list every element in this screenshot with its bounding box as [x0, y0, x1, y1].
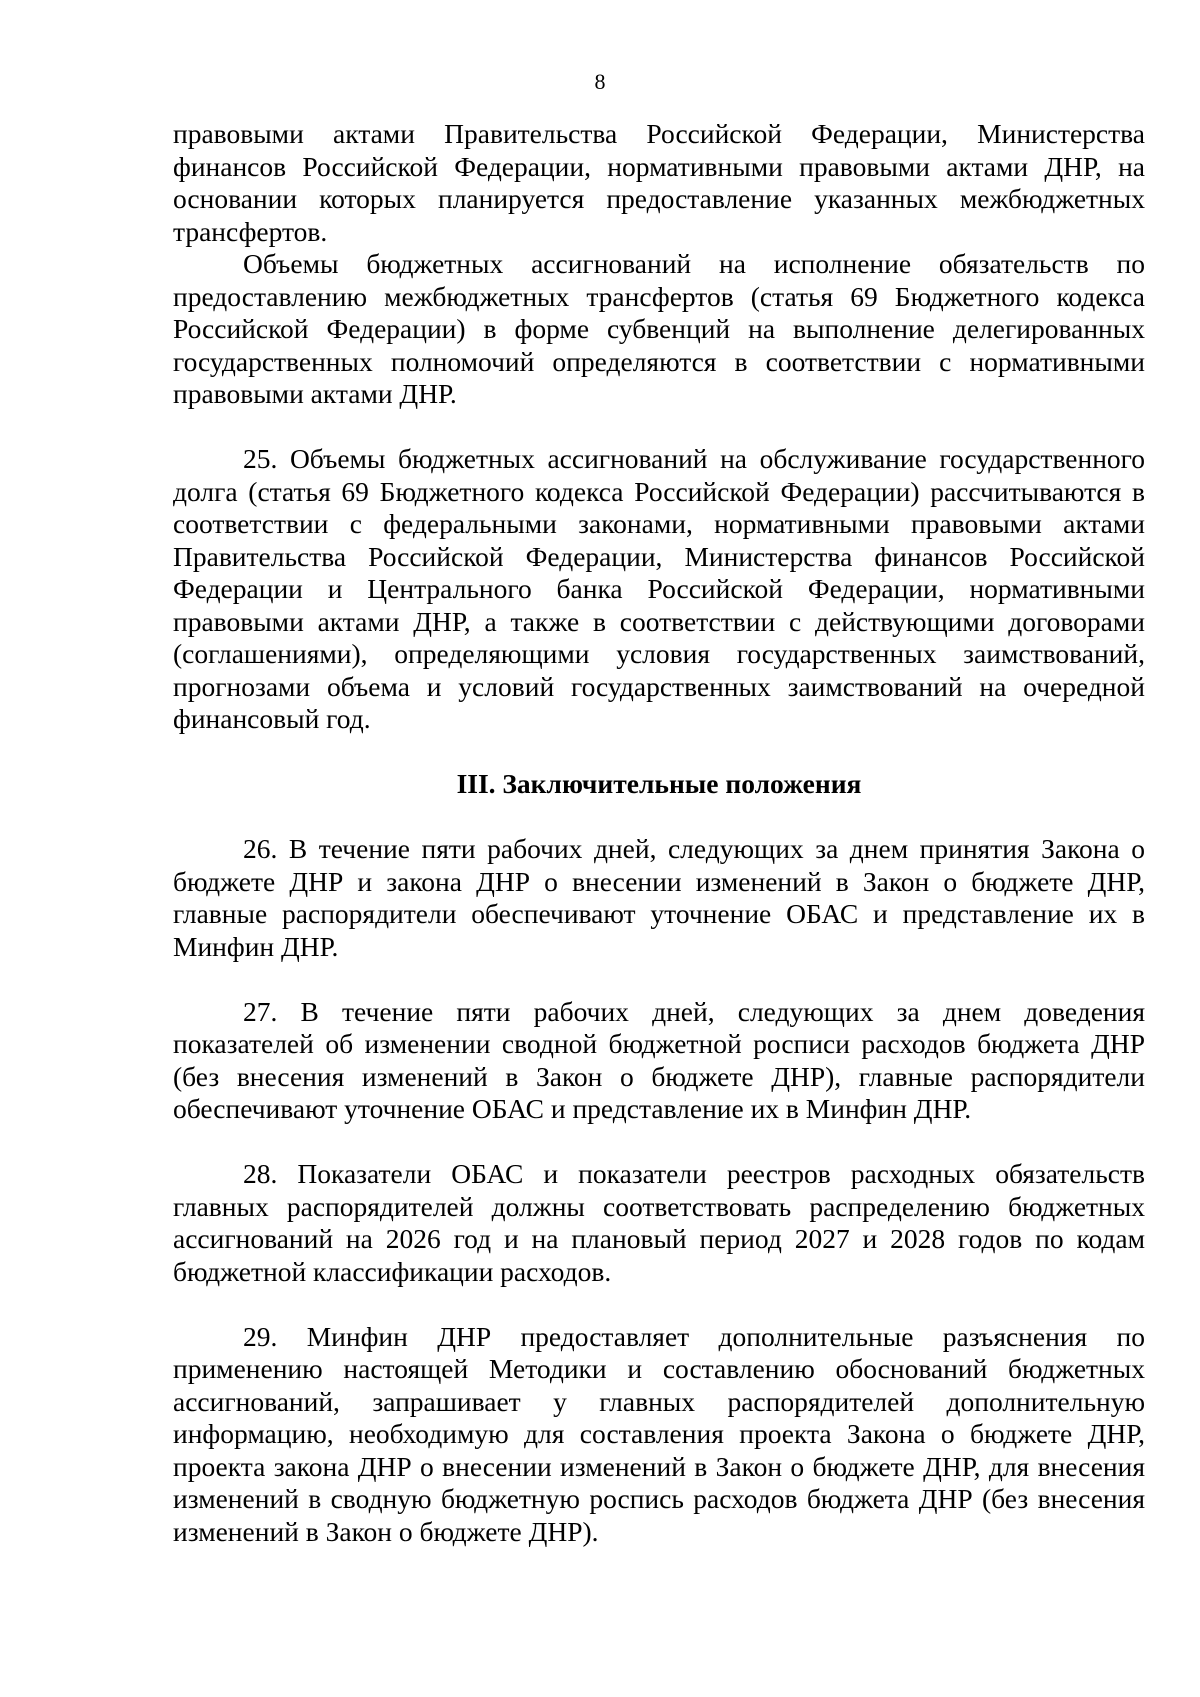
- paragraph-continuation: правовыми актами Правительства Российской Федерации, Министерства финансов Российской Федерации, нормативными правовыми актами ДНР, на основании которых планируется предоставление указанных межбюджетных трансфертов.: [173, 118, 1145, 247]
- page-number: 8: [594, 69, 606, 94]
- paragraph-29: 29. Минфин ДНР предоставляет дополнительные разъяснения по применению настоящей Методики и составлению обоснований бюджетных ассигнований, запрашивает у главных распорядителей дополнительную информацию, необходимую для составления проекта Закона о бюджете ДНР, проекта закона ДНР о внесении изменений в Закон о бюджете ДНР, для внесения изменений в сводную бюджетную роспись расходов бюджета ДНР (без внесения изменений в Закон о бюджете ДНР).: [173, 1320, 1145, 1547]
- paragraph-26: 26. В течение пяти рабочих дней, следующих за днем принятия Закона о бюджете ДНР и закона ДНР о внесении изменений в Закон о бюджете ДНР, главные распорядители обеспечивают уточнение ОБАС и представление их в Минфин ДНР.: [173, 833, 1145, 962]
- paragraph-28: 28. Показатели ОБАС и показатели реестров расходных обязательств главных распорядителей должны соответствовать распределению бюджетных ассигнований на 2026 год и на плановый период 2027 и 2028 годов по кодам бюджетной классификации расходов.: [173, 1158, 1145, 1287]
- paragraph-25: 25. Объемы бюджетных ассигнований на обслуживание государственного долга (статья 69 Бюджетного кодекса Российской Федерации) рассчитываются в соответствии с федеральными законами, нормативными правовыми актами Правительства Российской Федерации, Министерства финансов Российской Федерации и Центрального банка Российской Федерации, нормативными правовыми актами ДНР, а также в соответствии с действующими договорами (соглашениями), определяющими условия государственных заимствований, прогнозами объема и условий государственных заимствований на очередной финансовый год.: [173, 443, 1145, 734]
- document-body: [173, 118, 1145, 1548]
- paragraph-27: 27. В течение пяти рабочих дней, следующих за днем доведения показателей об изменении сводной бюджетной росписи расходов бюджета ДНР (без внесения изменений в Закон о бюджете ДНР), главные распорядители обеспечивают уточнение ОБАС и представление их в Минфин ДНР.: [173, 995, 1145, 1124]
- section-heading: III. Заключительные положения: [456, 768, 862, 799]
- paragraph-subventions: Объемы бюджетных ассигнований на исполнение обязательств по предоставлению межбюджетных трансфертов (статья 69 Бюджетного кодекса Российской Федерации) в форме субвенций на выполнение делегированных государственных полномочий определяются в соответствии с нормативными правовыми актами ДНР.: [173, 248, 1145, 409]
